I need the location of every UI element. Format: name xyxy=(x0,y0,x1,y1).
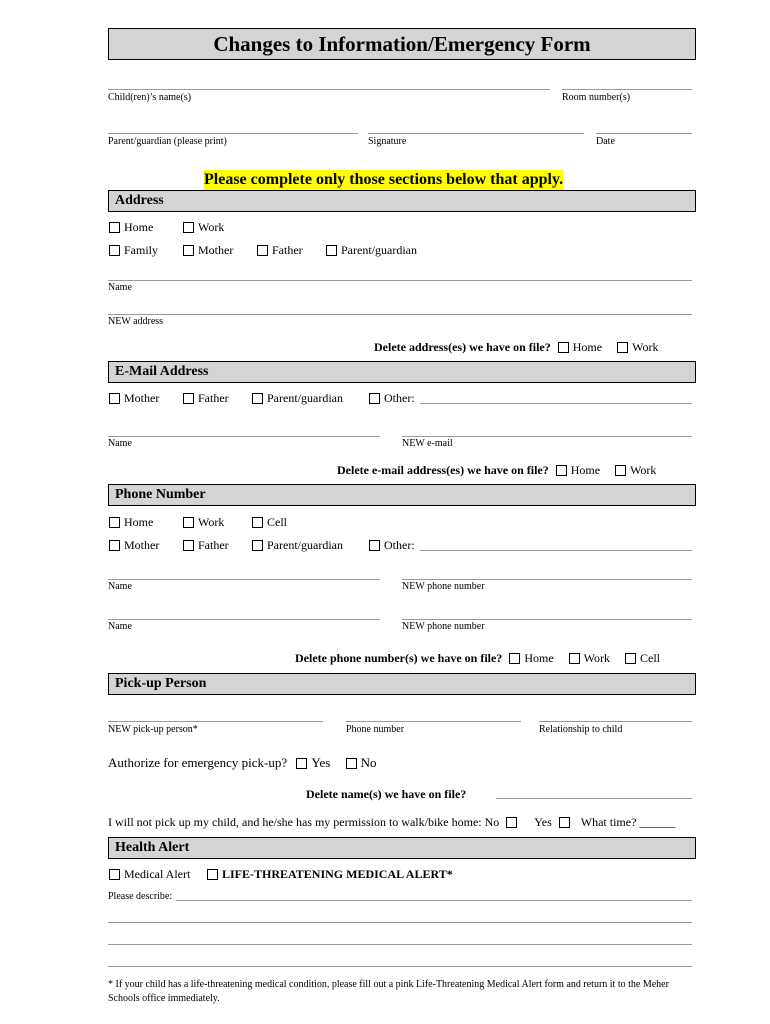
checkbox-icon[interactable] xyxy=(109,517,120,528)
checkbox-icon[interactable] xyxy=(615,465,626,476)
address-opt-mother[interactable] xyxy=(183,243,233,257)
pickup-delete-label: Delete name(s) we have on file? xyxy=(306,787,467,801)
address-opt-work[interactable] xyxy=(183,220,224,234)
health-life-label: LIFE-THREATENING MEDICAL ALERT* xyxy=(222,867,453,881)
address-del-home-label: Home xyxy=(572,340,603,354)
email-name-label: Name xyxy=(108,438,132,449)
new-phone1-line[interactable] xyxy=(402,579,692,580)
checkbox-icon[interactable] xyxy=(369,540,380,551)
phone-opt-mother-label: Mother xyxy=(124,538,160,552)
pickup-delete-line[interactable] xyxy=(496,798,692,799)
checkbox-icon[interactable] xyxy=(326,245,337,256)
phone-other-line[interactable] xyxy=(420,550,692,551)
new-phone1-label: NEW phone number xyxy=(402,581,485,592)
child-names-label: Child(ren)’s name(s) xyxy=(108,92,192,103)
phone-opt-home-label: Home xyxy=(124,515,154,529)
email-delete-label: Delete e-mail address(es) we have on file? xyxy=(337,463,549,477)
checkbox-icon[interactable] xyxy=(183,222,194,233)
new-phone2-label: NEW phone number xyxy=(402,621,485,632)
address-opt-family-label: Family xyxy=(124,243,159,257)
walk-label: I will not pick up my child, and he/she has my permission to walk/bike home: No xyxy=(108,815,500,829)
health-medical-label: Medical Alert xyxy=(124,867,191,881)
checkbox-icon[interactable] xyxy=(183,540,194,551)
address-name-label: Name xyxy=(108,282,132,293)
checkbox-icon[interactable] xyxy=(257,245,268,256)
phone-opt-parent-label: Parent/guardian xyxy=(267,538,343,552)
phone-name2-line[interactable] xyxy=(108,619,380,620)
address-opt-work-label: Work xyxy=(198,220,225,234)
authorize-row xyxy=(108,755,376,771)
phone-delete-row xyxy=(295,651,660,665)
phone-delete-label: Delete phone number(s) we have on file? xyxy=(295,651,503,665)
phone-opt-father-label: Father xyxy=(198,538,229,552)
checkbox-icon[interactable] xyxy=(183,517,194,528)
phone-opt-father[interactable] xyxy=(183,538,229,552)
phone-opt-other[interactable] xyxy=(369,538,415,552)
checkbox-icon[interactable] xyxy=(346,758,357,769)
authorize-label: Authorize for emergency pick-up? xyxy=(108,755,288,770)
email-name-line[interactable] xyxy=(108,436,380,437)
checkbox-icon[interactable] xyxy=(109,869,120,880)
new-email-label: NEW e-mail xyxy=(402,438,453,449)
address-del-work-label: Work xyxy=(632,340,659,354)
phone-opt-home[interactable] xyxy=(109,515,153,529)
address-opt-father-label: Father xyxy=(272,243,303,257)
date-label: Date xyxy=(596,136,615,147)
child-names-line[interactable] xyxy=(108,89,550,90)
address-opt-home[interactable] xyxy=(109,220,153,234)
email-del-home-label: Home xyxy=(570,463,601,477)
phone-opt-parent[interactable] xyxy=(252,538,343,552)
email-section-header: E-Mail Address xyxy=(108,361,696,383)
authorize-yes-label: Yes xyxy=(311,755,331,770)
phone-section-header: Phone Number xyxy=(108,484,696,506)
checkbox-icon[interactable] xyxy=(509,653,520,664)
phone-opt-work-label: Work xyxy=(198,515,225,529)
what-time-label[interactable]: What time? ______ xyxy=(580,815,676,829)
email-opt-mother[interactable] xyxy=(109,391,159,405)
signature-line[interactable] xyxy=(368,133,584,134)
phone-opt-work[interactable] xyxy=(183,515,224,529)
describe-line-4[interactable] xyxy=(108,966,692,967)
signature-label: Signature xyxy=(368,136,407,147)
pickup-person-line[interactable] xyxy=(108,721,323,722)
email-delete-row xyxy=(337,463,656,477)
email-opt-other[interactable] xyxy=(369,391,415,405)
phone-opt-cell-label: Cell xyxy=(267,515,287,529)
checkbox-icon[interactable] xyxy=(109,245,120,256)
walk-yes-label: Yes xyxy=(534,815,552,829)
email-del-work-label: Work xyxy=(630,463,657,477)
address-opt-parent[interactable] xyxy=(326,243,417,257)
checkbox-icon[interactable] xyxy=(296,758,307,769)
date-line[interactable] xyxy=(596,133,692,134)
email-opt-other-label: Other: xyxy=(384,391,415,405)
parent-print-label: Parent/guardian (please print) xyxy=(108,136,227,147)
address-opt-mother-label: Mother xyxy=(198,243,234,257)
checkbox-icon[interactable] xyxy=(252,393,263,404)
email-opt-parent-label: Parent/guardian xyxy=(267,391,343,405)
footnote: * If your child has a life-threatening medical condition, please fill out a pink Life-Threatening Medical Alert form and return it to the Meher Schools office immediately. xyxy=(108,979,669,1004)
authorize-no-label: No xyxy=(360,755,377,770)
new-phone2-line[interactable] xyxy=(402,619,692,620)
address-opt-family[interactable] xyxy=(109,243,158,257)
phone-name1-line[interactable] xyxy=(108,579,380,580)
checkbox-icon[interactable] xyxy=(625,653,636,664)
checkbox-icon[interactable] xyxy=(559,817,570,828)
email-opt-father-label: Father xyxy=(198,391,229,405)
new-address-label: NEW address xyxy=(108,316,164,327)
address-name-line[interactable] xyxy=(108,280,692,281)
address-delete-row xyxy=(374,340,658,354)
checkbox-icon[interactable] xyxy=(369,393,380,404)
describe-line-3[interactable] xyxy=(108,944,692,945)
describe-label: Please describe: xyxy=(108,891,173,902)
address-section-header: Address xyxy=(108,190,696,212)
phone-del-work-label: Work xyxy=(583,651,611,665)
pickup-phone-line[interactable] xyxy=(346,721,521,722)
phone-del-cell-label: Cell xyxy=(640,651,661,665)
pickup-section-header: Pick-up Person xyxy=(108,673,696,695)
checkbox-icon[interactable] xyxy=(506,817,517,828)
parent-print-line[interactable] xyxy=(108,133,358,134)
phone-opt-other-label: Other: xyxy=(384,538,415,552)
new-address-line[interactable] xyxy=(108,314,692,315)
checkbox-icon[interactable] xyxy=(207,869,218,880)
health-medical-alert[interactable] xyxy=(109,867,190,881)
walk-row xyxy=(108,815,675,829)
checkbox-icon[interactable] xyxy=(183,245,194,256)
pickup-person-label: NEW pick-up person* xyxy=(108,724,198,735)
describe-line-2[interactable] xyxy=(108,922,692,923)
notice-text: Please complete only those sections below that apply. xyxy=(204,171,564,188)
email-opt-mother-label: Mother xyxy=(124,391,160,405)
email-opt-father[interactable] xyxy=(183,391,229,405)
pickup-relationship-line[interactable] xyxy=(539,721,692,722)
checkbox-icon[interactable] xyxy=(109,222,120,233)
describe-line-1[interactable] xyxy=(176,900,692,901)
email-opt-parent[interactable] xyxy=(252,391,343,405)
checkbox-icon[interactable] xyxy=(617,342,628,353)
checkbox-icon[interactable] xyxy=(183,393,194,404)
health-life-threatening[interactable] xyxy=(207,867,453,881)
phone-del-home-label: Home xyxy=(524,651,554,665)
address-opt-home-label: Home xyxy=(124,220,154,234)
health-section-header: Health Alert xyxy=(108,837,696,859)
checkbox-icon[interactable] xyxy=(569,653,580,664)
pickup-phone-label: Phone number xyxy=(346,724,405,735)
checkbox-icon[interactable] xyxy=(252,517,263,528)
checkbox-icon[interactable] xyxy=(109,540,120,551)
checkbox-icon[interactable] xyxy=(109,393,120,404)
phone-name2-label: Name xyxy=(108,621,132,632)
email-other-line[interactable] xyxy=(420,403,692,404)
checkbox-icon[interactable] xyxy=(558,342,569,353)
pickup-relationship-label: Relationship to child xyxy=(539,724,623,735)
phone-opt-mother[interactable] xyxy=(109,538,159,552)
address-delete-label: Delete address(es) we have on file? xyxy=(374,340,551,354)
address-opt-father[interactable] xyxy=(257,243,303,257)
form-title: Changes to Information/Emergency Form xyxy=(108,28,696,60)
new-email-line[interactable] xyxy=(402,436,692,437)
address-opt-parent-label: Parent/guardian xyxy=(341,243,417,257)
checkbox-icon[interactable] xyxy=(556,465,567,476)
room-numbers-label: Room number(s) xyxy=(562,92,631,103)
phone-name1-label: Name xyxy=(108,581,132,592)
phone-opt-cell[interactable] xyxy=(252,515,287,529)
room-numbers-line[interactable] xyxy=(562,89,692,90)
checkbox-icon[interactable] xyxy=(252,540,263,551)
